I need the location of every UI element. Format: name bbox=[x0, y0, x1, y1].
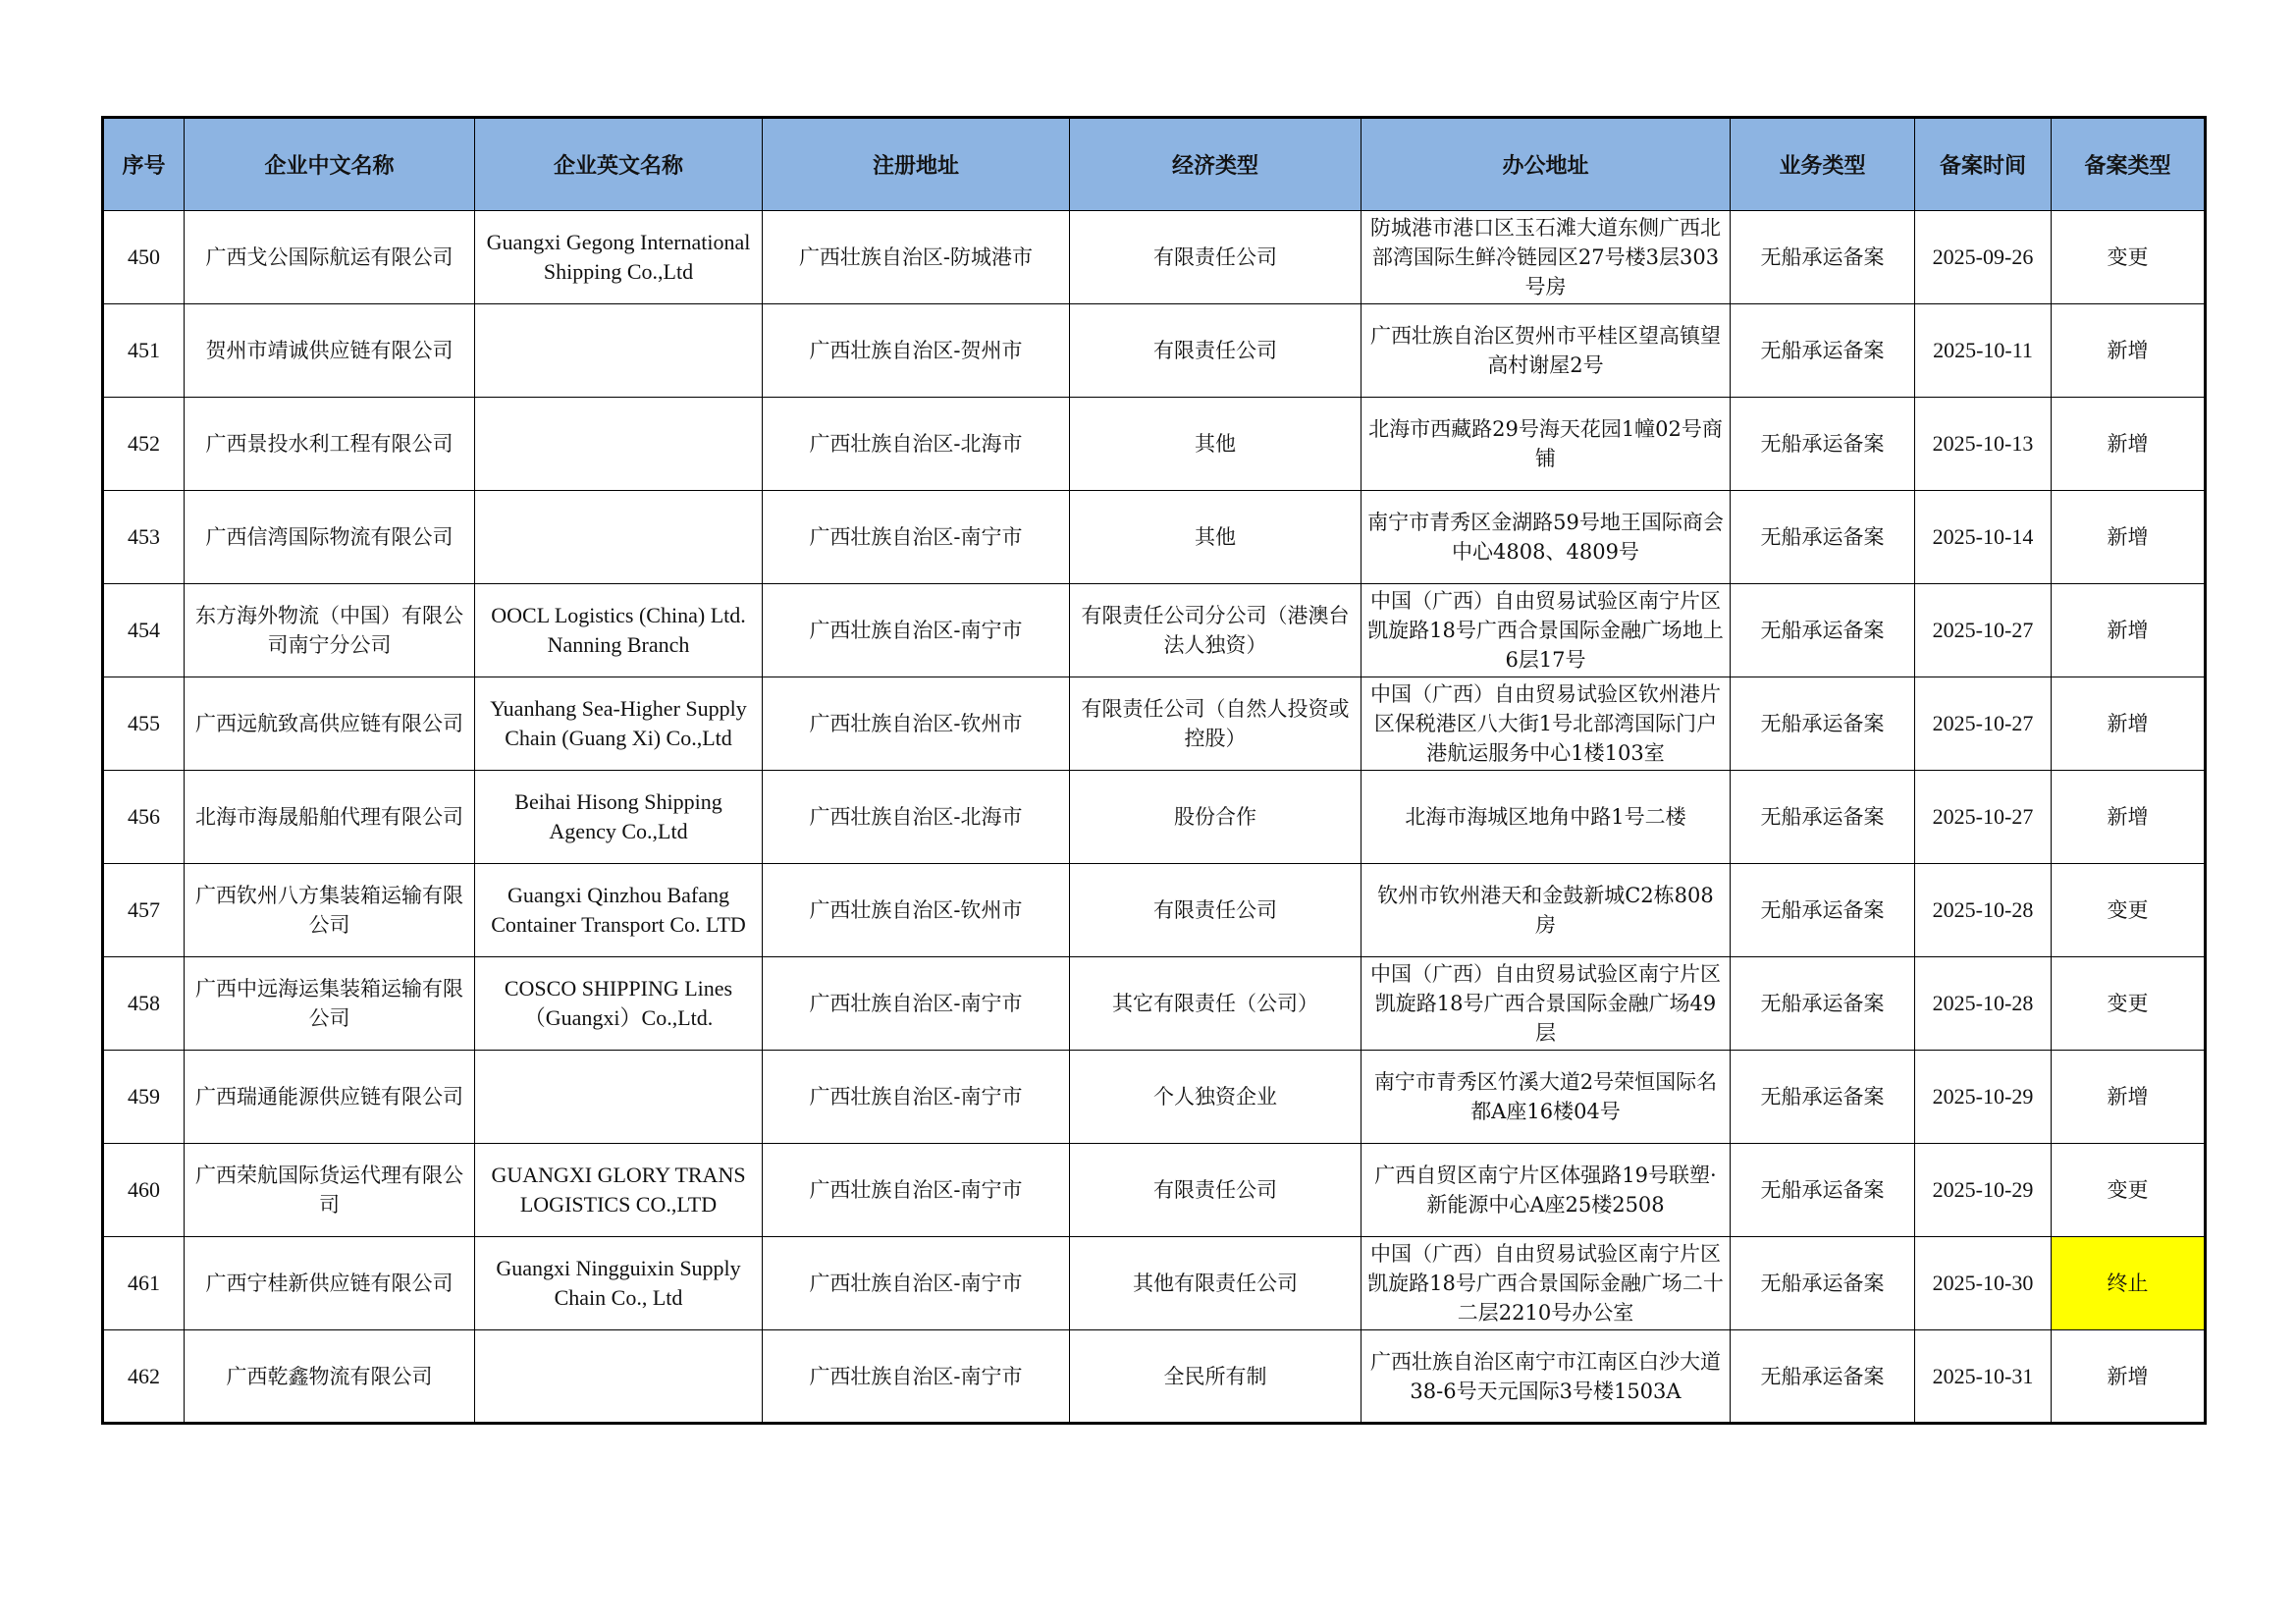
cell-cn-name: 广西钦州八方集装箱运输有限公司 bbox=[185, 864, 475, 957]
cell-reg-address: 广西壮族自治区-南宁市 bbox=[763, 1330, 1070, 1424]
cell-filing-date: 2025-10-14 bbox=[1915, 491, 2052, 584]
cell-reg-address: 广西壮族自治区-防城港市 bbox=[763, 211, 1070, 304]
cell-filing-type: 新增 bbox=[2052, 771, 2206, 864]
cell-office-address: 南宁市青秀区金湖路59号地王国际商会中心4808、4809号 bbox=[1362, 491, 1731, 584]
table-row bbox=[103, 398, 2206, 491]
cell-index: 454 bbox=[103, 584, 185, 677]
cell-filing-date: 2025-10-27 bbox=[1915, 677, 2052, 771]
cell-business-type: 无船承运备案 bbox=[1731, 771, 1915, 864]
cell-business-type: 无船承运备案 bbox=[1731, 304, 1915, 398]
cell-business-type: 无船承运备案 bbox=[1731, 398, 1915, 491]
col-header-economic-type: 经济类型 bbox=[1070, 118, 1362, 211]
cell-cn-name: 广西中远海运集装箱运输有限公司 bbox=[185, 957, 475, 1051]
cell-en-name bbox=[475, 1051, 763, 1144]
cell-office-address: 广西自贸区南宁片区体强路19号联塑·新能源中心A座25楼2508 bbox=[1362, 1144, 1731, 1237]
cell-reg-address: 广西壮族自治区-北海市 bbox=[763, 771, 1070, 864]
cell-index: 455 bbox=[103, 677, 185, 771]
cell-office-address: 中国（广西）自由贸易试验区南宁片区凯旋路18号广西合景国际金融广场二十二层2210号办公室 bbox=[1362, 1237, 1731, 1330]
cell-reg-address: 广西壮族自治区-钦州市 bbox=[763, 864, 1070, 957]
cell-cn-name: 广西远航致高供应链有限公司 bbox=[185, 677, 475, 771]
cell-filing-date: 2025-10-13 bbox=[1915, 398, 2052, 491]
cell-business-type: 无船承运备案 bbox=[1731, 211, 1915, 304]
col-header-en-name: 企业英文名称 bbox=[475, 118, 763, 211]
cell-office-address: 中国（广西）自由贸易试验区南宁片区凯旋路18号广西合景国际金融广场49层 bbox=[1362, 957, 1731, 1051]
cell-economic-type: 有限责任公司（自然人投资或控股） bbox=[1070, 677, 1362, 771]
cell-filing-type: 新增 bbox=[2052, 304, 2206, 398]
cell-office-address: 北海市海城区地角中路1号二楼 bbox=[1362, 771, 1731, 864]
cell-filing-date: 2025-10-28 bbox=[1915, 957, 2052, 1051]
table-row bbox=[103, 304, 2206, 398]
col-header-office-address: 办公地址 bbox=[1362, 118, 1731, 211]
table-row bbox=[103, 1144, 2206, 1237]
cell-index: 451 bbox=[103, 304, 185, 398]
cell-reg-address: 广西壮族自治区-南宁市 bbox=[763, 491, 1070, 584]
cell-business-type: 无船承运备案 bbox=[1731, 1237, 1915, 1330]
cell-business-type: 无船承运备案 bbox=[1731, 1330, 1915, 1424]
cell-business-type: 无船承运备案 bbox=[1731, 957, 1915, 1051]
cell-cn-name: 东方海外物流（中国）有限公司南宁分公司 bbox=[185, 584, 475, 677]
cell-en-name bbox=[475, 1330, 763, 1424]
cell-office-address: 广西壮族自治区南宁市江南区白沙大道38-6号天元国际3号楼1503A bbox=[1362, 1330, 1731, 1424]
col-header-filing-type: 备案类型 bbox=[2052, 118, 2206, 211]
col-header-index: 序号 bbox=[103, 118, 185, 211]
cell-en-name bbox=[475, 398, 763, 491]
table-row bbox=[103, 211, 2206, 304]
cell-filing-date: 2025-10-27 bbox=[1915, 771, 2052, 864]
cell-business-type: 无船承运备案 bbox=[1731, 1144, 1915, 1237]
cell-en-name: OOCL Logistics (China) Ltd. Nanning Branch bbox=[475, 584, 763, 677]
cell-economic-type: 有限责任公司 bbox=[1070, 864, 1362, 957]
cell-en-name: Yuanhang Sea-Higher Supply Chain (Guang Xi) Co.,Ltd bbox=[475, 677, 763, 771]
cell-filing-type: 变更 bbox=[2052, 1144, 2206, 1237]
cell-office-address: 南宁市青秀区竹溪大道2号荣恒国际名都A座16楼04号 bbox=[1362, 1051, 1731, 1144]
cell-en-name: COSCO SHIPPING Lines（Guangxi）Co.,Ltd. bbox=[475, 957, 763, 1051]
cell-office-address: 钦州市钦州港天和金鼓新城C2栋808房 bbox=[1362, 864, 1731, 957]
cell-economic-type: 有限责任公司 bbox=[1070, 304, 1362, 398]
cell-business-type: 无船承运备案 bbox=[1731, 584, 1915, 677]
cell-index: 452 bbox=[103, 398, 185, 491]
cell-index: 459 bbox=[103, 1051, 185, 1144]
header-row bbox=[103, 118, 2206, 211]
table-row bbox=[103, 864, 2206, 957]
table-body bbox=[103, 211, 2206, 1424]
cell-cn-name: 广西瑞通能源供应链有限公司 bbox=[185, 1051, 475, 1144]
cell-economic-type: 有限责任公司分公司（港澳台法人独资） bbox=[1070, 584, 1362, 677]
cell-filing-type: 新增 bbox=[2052, 1330, 2206, 1424]
cell-filing-type: 终止 bbox=[2052, 1237, 2206, 1330]
cell-cn-name: 贺州市靖诚供应链有限公司 bbox=[185, 304, 475, 398]
cell-filing-date: 2025-10-11 bbox=[1915, 304, 2052, 398]
cell-cn-name: 广西戈公国际航运有限公司 bbox=[185, 211, 475, 304]
filing-table bbox=[101, 116, 2207, 1425]
cell-economic-type: 其他 bbox=[1070, 398, 1362, 491]
cell-economic-type: 其它有限责任（公司） bbox=[1070, 957, 1362, 1051]
cell-economic-type: 全民所有制 bbox=[1070, 1330, 1362, 1424]
cell-business-type: 无船承运备案 bbox=[1731, 491, 1915, 584]
cell-filing-date: 2025-10-27 bbox=[1915, 584, 2052, 677]
cell-index: 460 bbox=[103, 1144, 185, 1237]
cell-index: 450 bbox=[103, 211, 185, 304]
cell-filing-type: 新增 bbox=[2052, 491, 2206, 584]
cell-cn-name: 广西荣航国际货运代理有限公司 bbox=[185, 1144, 475, 1237]
table-row bbox=[103, 1051, 2206, 1144]
cell-filing-type: 变更 bbox=[2052, 957, 2206, 1051]
table-row bbox=[103, 491, 2206, 584]
col-header-filing-date: 备案时间 bbox=[1915, 118, 2052, 211]
cell-economic-type: 有限责任公司 bbox=[1070, 211, 1362, 304]
cell-index: 458 bbox=[103, 957, 185, 1051]
cell-business-type: 无船承运备案 bbox=[1731, 1051, 1915, 1144]
col-header-business-type: 业务类型 bbox=[1731, 118, 1915, 211]
cell-economic-type: 其他 bbox=[1070, 491, 1362, 584]
cell-reg-address: 广西壮族自治区-北海市 bbox=[763, 398, 1070, 491]
cell-filing-type: 新增 bbox=[2052, 677, 2206, 771]
cell-office-address: 中国（广西）自由贸易试验区钦州港片区保税港区八大街1号北部湾国际门户港航运服务中心1楼103室 bbox=[1362, 677, 1731, 771]
cell-reg-address: 广西壮族自治区-南宁市 bbox=[763, 1144, 1070, 1237]
cell-filing-type: 新增 bbox=[2052, 1051, 2206, 1144]
cell-office-address: 北海市西藏路29号海天花园1幢02号商铺 bbox=[1362, 398, 1731, 491]
cell-en-name: Guangxi Qinzhou Bafang Container Transport Co. LTD bbox=[475, 864, 763, 957]
cell-index: 462 bbox=[103, 1330, 185, 1424]
cell-index: 461 bbox=[103, 1237, 185, 1330]
cell-index: 456 bbox=[103, 771, 185, 864]
cell-economic-type: 有限责任公司 bbox=[1070, 1144, 1362, 1237]
cell-economic-type: 其他有限责任公司 bbox=[1070, 1237, 1362, 1330]
cell-filing-date: 2025-10-28 bbox=[1915, 864, 2052, 957]
cell-en-name: GUANGXI GLORY TRANS LOGISTICS CO.,LTD bbox=[475, 1144, 763, 1237]
table-row bbox=[103, 957, 2206, 1051]
cell-office-address: 中国（广西）自由贸易试验区南宁片区凯旋路18号广西合景国际金融广场地上6层17号 bbox=[1362, 584, 1731, 677]
col-header-cn-name: 企业中文名称 bbox=[185, 118, 475, 211]
table-row bbox=[103, 771, 2206, 864]
cell-cn-name: 广西信湾国际物流有限公司 bbox=[185, 491, 475, 584]
cell-en-name: Guangxi Gegong International Shipping Co.,Ltd bbox=[475, 211, 763, 304]
cell-index: 457 bbox=[103, 864, 185, 957]
cell-cn-name: 北海市海晟船舶代理有限公司 bbox=[185, 771, 475, 864]
cell-cn-name: 广西景投水利工程有限公司 bbox=[185, 398, 475, 491]
cell-economic-type: 股份合作 bbox=[1070, 771, 1362, 864]
table-header bbox=[103, 118, 2206, 211]
cell-office-address: 广西壮族自治区贺州市平桂区望高镇望高村谢屋2号 bbox=[1362, 304, 1731, 398]
cell-filing-date: 2025-10-31 bbox=[1915, 1330, 2052, 1424]
cell-en-name: Beihai Hisong Shipping Agency Co.,Ltd bbox=[475, 771, 763, 864]
table-row bbox=[103, 1330, 2206, 1424]
cell-filing-date: 2025-10-30 bbox=[1915, 1237, 2052, 1330]
cell-filing-date: 2025-10-29 bbox=[1915, 1144, 2052, 1237]
cell-filing-type: 新增 bbox=[2052, 584, 2206, 677]
cell-en-name bbox=[475, 304, 763, 398]
cell-reg-address: 广西壮族自治区-南宁市 bbox=[763, 1051, 1070, 1144]
cell-economic-type: 个人独资企业 bbox=[1070, 1051, 1362, 1144]
cell-filing-date: 2025-10-29 bbox=[1915, 1051, 2052, 1144]
cell-cn-name: 广西乾鑫物流有限公司 bbox=[185, 1330, 475, 1424]
cell-reg-address: 广西壮族自治区-南宁市 bbox=[763, 957, 1070, 1051]
cell-business-type: 无船承运备案 bbox=[1731, 677, 1915, 771]
cell-index: 453 bbox=[103, 491, 185, 584]
table-row bbox=[103, 584, 2206, 677]
cell-en-name bbox=[475, 491, 763, 584]
table-row bbox=[103, 1237, 2206, 1330]
cell-office-address: 防城港市港口区玉石滩大道东侧广西北部湾国际生鲜冷链园区27号楼3层303号房 bbox=[1362, 211, 1731, 304]
cell-filing-type: 新增 bbox=[2052, 398, 2206, 491]
cell-filing-type: 变更 bbox=[2052, 211, 2206, 304]
cell-reg-address: 广西壮族自治区-钦州市 bbox=[763, 677, 1070, 771]
table-row bbox=[103, 677, 2206, 771]
cell-reg-address: 广西壮族自治区-南宁市 bbox=[763, 584, 1070, 677]
cell-reg-address: 广西壮族自治区-贺州市 bbox=[763, 304, 1070, 398]
cell-filing-type: 变更 bbox=[2052, 864, 2206, 957]
cell-business-type: 无船承运备案 bbox=[1731, 864, 1915, 957]
col-header-reg-address: 注册地址 bbox=[763, 118, 1070, 211]
cell-cn-name: 广西宁桂新供应链有限公司 bbox=[185, 1237, 475, 1330]
cell-reg-address: 广西壮族自治区-南宁市 bbox=[763, 1237, 1070, 1330]
cell-en-name: Guangxi Ningguixin Supply Chain Co., Ltd bbox=[475, 1237, 763, 1330]
cell-filing-date: 2025-09-26 bbox=[1915, 211, 2052, 304]
